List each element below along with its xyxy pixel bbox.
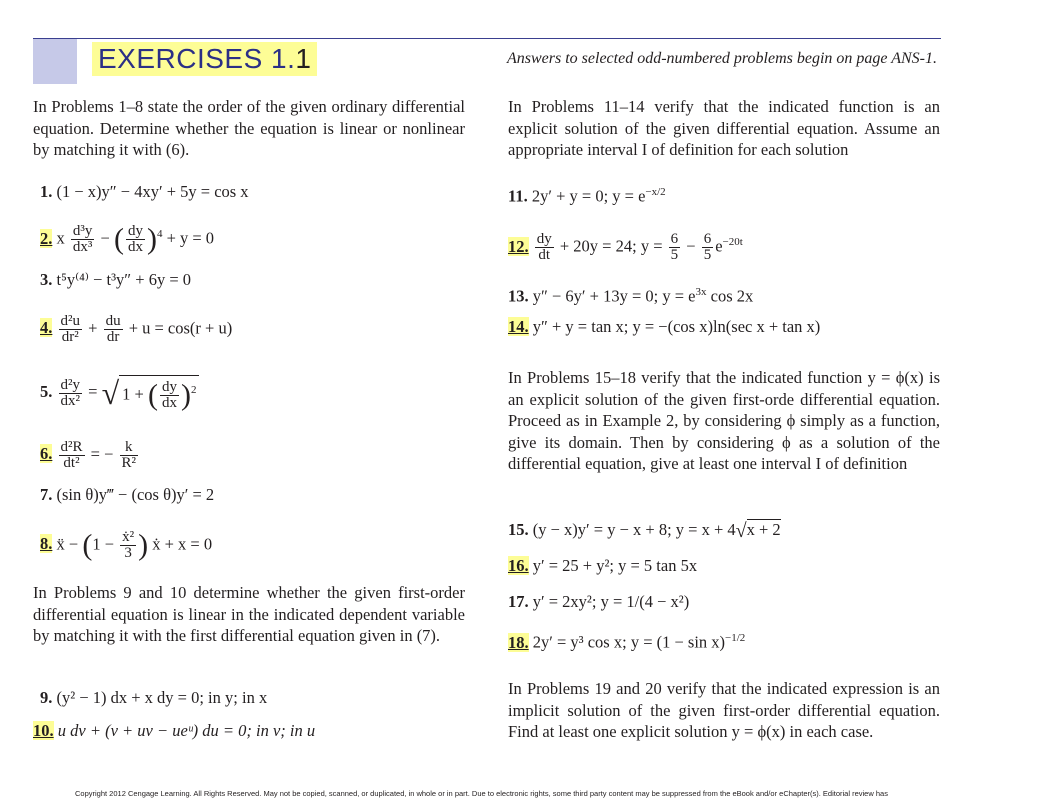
answers-note: Answers to selected odd-numbered problems begin on page ANS-1. (507, 50, 938, 67)
intro-problems-9-10: In Problems 9 and 10 determine whether the given first-order differential equation is linear in the indicated dependent variable by matching it with the first differential equation given in (7). (33, 583, 465, 645)
problem-3: 3. t⁵y⁽⁴⁾ − t³y″ + 6y = 0 (40, 270, 192, 289)
problem-10: 10. u dv + (v + uv − ueᵘ) du = 0; in v; in u (33, 721, 316, 740)
copyright-footer: Copyright 2012 Cengage Learning. All Rights Reserved. May not be copied, scanned, or duplicated, in whole or in part. Due to electronic rights, some third party content may be suppressed from the eBook and/or eChapter(s). Editorial review has (75, 789, 888, 798)
section-title: EXERCISES 1.1 (92, 42, 317, 76)
problem-9: 9. (y² − 1) dx + x dy = 0; in y; in x (40, 688, 268, 707)
problem-13: 13. y″ − 6y′ + 13y = 0; $y = e^{3x}$ cos 2x (508, 286, 754, 306)
intro-problems-1-8: In Problems 1–8 state the order of the given ordinary differential equation. Determine whether the equation is linear or nonlinear by matching it with (6). (33, 97, 465, 159)
header-rule (33, 38, 941, 39)
problem-6: 6. $\frac{\text{d²R}}{\text{dt²}}$ = − $\frac{k}{\text{R²}}$ (40, 439, 137, 471)
problem-18: 18. 2y′ = y³ cos x; $y = (1 - \sin x)^{-1/2}$ (508, 632, 746, 652)
problem-17: 17. y′ = 2xy²; y = 1/(4 − x²) (508, 592, 690, 611)
problem-16: 16. y′ = 25 + y²; y = 5 tan 5x (508, 556, 698, 575)
intro-problems-11-14: In Problems 11–14 verify that the indicated function is an explicit solution of the given differential equation. Assume an appropriate interval I of definition for each solution (508, 97, 940, 159)
problem-11: 11. 2y′ + y = 0; $y = e^{-x/2}$ (508, 186, 666, 206)
problem-5: 5. $\frac{\text{d²y}}{\text{dx²}}$ = √ 1 + ( $\frac{dy}{dx}$ )$^2$ (40, 375, 199, 399)
intro-problems-15-18: In Problems 15–18 verify that the indicated function y = ϕ(x) is an explicit solution of the given first-orde differential equation. Proceed as in Example 2, by considering ϕ simply as a function, give its domain. Then by considering ϕ as a solution of the differential equation, give at least one interval I of definition (508, 368, 940, 473)
intro-problems-19-20: In Problems 19 and 20 verify that the indicated expression is an implicit solution of the given first-order differential equation. Find at least one explicit solution y = ϕ(x) in each case. (508, 679, 940, 741)
problem-2: 2. x $\frac{\text{d³y}}{\text{dx³}}$ − ( $\frac{dy}{dx}$ )$^4$ + y = 0 (40, 222, 215, 256)
problem-14: 14. y″ + y = tan x; y = −(cos x)ln(sec x + tan x) (508, 317, 821, 336)
problem-15: 15. (y − x)y′ = y − x + 8; y = x + 4√x + 2 (508, 520, 781, 543)
problem-7: 7. (sin θ)y‴ − (cos θ)y′ = 2 (40, 485, 215, 504)
problem-1: 1. (1 − x)y″ − 4xy′ + 5y = cos x (40, 182, 249, 201)
problem-4: 4. $\frac{\text{d²u}}{\text{dr²}}$ + $\frac{du}{dr}$ + u = cos(r + u) (40, 313, 233, 345)
problem-8: 8. ẍ − (1 − $\frac{\text{ẋ²}}{3}$ ) ẋ + x = 0 (40, 528, 213, 562)
problem-12: 12. $\frac{dy}{dt}$ + 20y = 24; y = $\frac{6}{5}$ − $\frac{6}{5}$ $e^{-20t}$ (508, 231, 743, 264)
header-color-block (33, 38, 77, 84)
